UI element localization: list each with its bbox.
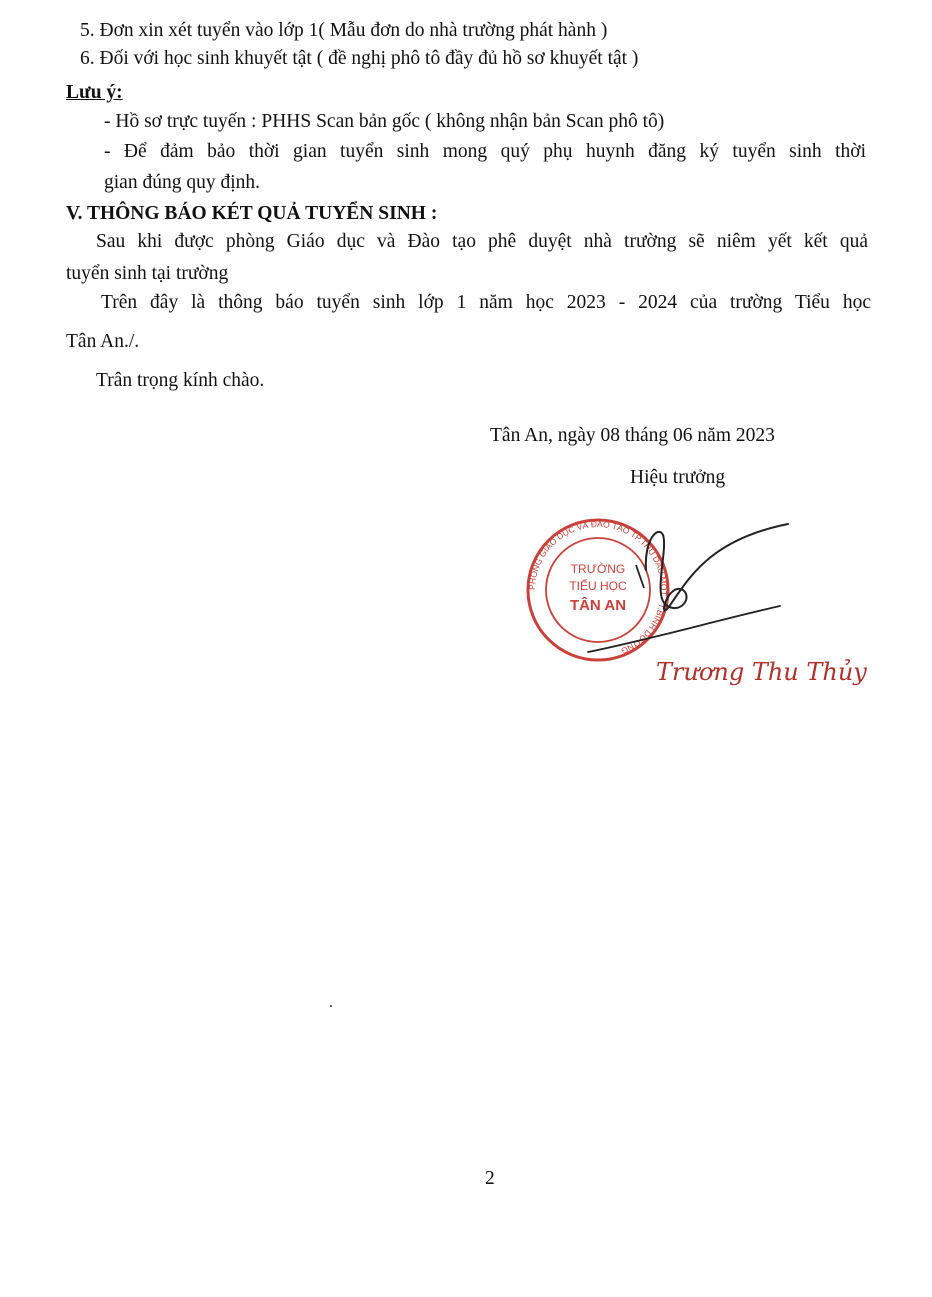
seal-line-3: TÂN AN [569, 597, 627, 614]
document-item-5: 5. Đơn xin xét tuyển vào lớp 1( Mẫu đơn do nhà trường phát hành ) [80, 20, 608, 41]
note-item-registration-line1: - Để đảm bảo thời gian tuyển sinh mong quý phụ huynh đăng ký tuyển sinh thời [104, 141, 866, 162]
section-5-paragraph-2-line1: Trên đây là thông báo tuyển sinh lớp 1 năm học 2023 - 2024 của trường Tiểu học [101, 292, 871, 313]
page-number: 2 [485, 1168, 495, 1189]
note-heading: Lưu ý: [66, 82, 123, 103]
section-5-paragraph-2-line2: Tân An./. [66, 331, 140, 352]
signature-stroke-icon [646, 524, 788, 610]
seal-outer-text: PHÒNG GIÁO DỤC VÀ ĐÀO TẠO TP.THỦ DẦU MỘT - T.BÌNH DƯƠNG [526, 518, 670, 657]
scan-dot [330, 1005, 332, 1007]
seal-line-1: TRƯỜNG [570, 562, 626, 576]
official-seal [518, 510, 808, 670]
note-item-registration-line2: gian đúng quy định. [104, 172, 260, 193]
document-item-6: 6. Đối với học sinh khuyết tật ( đề nghị phô tô đầy đủ hồ sơ khuyết tật ) [80, 48, 639, 69]
signature-tick-icon [636, 565, 644, 588]
note-item-online-profile: - Hồ sơ trực tuyến : PHHS Scan bản gốc ( không nhận bản Scan phô tô) [104, 111, 665, 132]
closing-greeting: Trân trọng kính chào. [96, 370, 265, 391]
section-5-heading: V. THÔNG BÁO KÉT QUẢ TUYỂN SINH : [66, 203, 438, 224]
section-5-paragraph-1-line2: tuyển sinh tại trường [66, 263, 229, 284]
section-5-paragraph-1-line1: Sau khi được phòng Giáo dục và Đào tạo phê duyệt nhà trường sẽ niêm yết kết quả [96, 231, 868, 252]
signer-title: Hiệu trưởng [630, 467, 726, 488]
seal-line-2: TIỂU HỌC [569, 579, 627, 593]
signer-name: Trương Thu Thủy [656, 658, 867, 686]
place-and-date: Tân An, ngày 08 tháng 06 năm 2023 [490, 425, 775, 446]
